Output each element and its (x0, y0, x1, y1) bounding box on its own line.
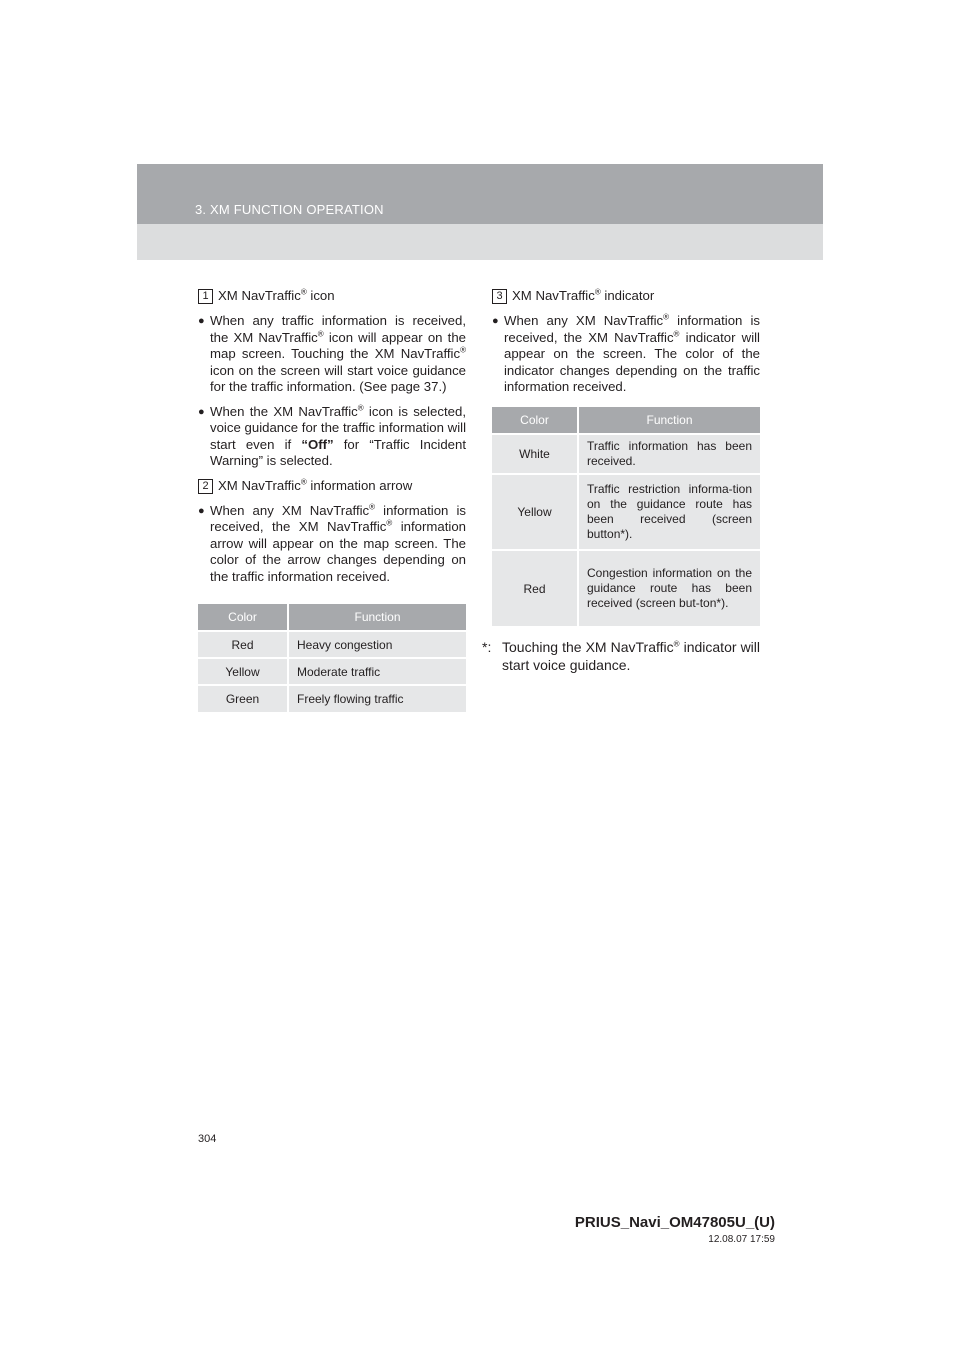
table-header: Color (492, 407, 578, 434)
left-column (198, 288, 466, 593)
table-row: White Traffic information has been received. (492, 434, 760, 474)
item-1-bullet-2: ● When the XM NavTraffic® icon is selected, voice guidance for the traffic information will start even if “Off” for “Traffic Incident Warning” is selected. (198, 404, 466, 470)
item-1-heading: 1 XM NavTraffic® icon (198, 288, 466, 305)
table-row: Red Congestion information on the guidance route has been received (screen but-ton*). (492, 550, 760, 626)
item-3-heading: 3 XM NavTraffic® indicator (492, 288, 760, 305)
item-number-1: 1 (198, 289, 213, 304)
footnote: *: Touching the XM NavTraffic® indicator will start voice guidance. (482, 639, 761, 673)
item-1-bullet-1: ● When any traffic information is received, the XM NavTraffic® icon will appear on the map screen. Touching the XM NavTraffic® icon on the screen will start voice guidance for the traffic information. (See page 37.) (198, 313, 466, 396)
document-id: PRIUS_Navi_OM47805U_(U) (574, 1214, 775, 1231)
item-number-2: 2 (198, 479, 213, 494)
table-header: Function (578, 407, 760, 434)
section-title: 3. XM FUNCTION OPERATION (195, 202, 384, 217)
right-column (492, 288, 760, 404)
table-row: Yellow Moderate traffic (198, 658, 466, 685)
item-3-bullet-1: ● When any XM NavTraffic® information is received, the XM NavTraffic® indicator will appear on the screen. The color of the indicator changes depending on the traffic information received. (492, 313, 760, 396)
page-number: 304 (198, 1133, 217, 1145)
header-subband (137, 224, 823, 260)
table-row: Yellow Traffic restriction informa-tion on the guidance route has been received (screen button*). (492, 474, 760, 550)
table-header: Color (198, 604, 288, 631)
table-row: Green Freely flowing traffic (198, 685, 466, 712)
table-row: Red Heavy congestion (198, 631, 466, 658)
item-2-bullet-1: ● When any XM NavTraffic® information is received, the XM NavTraffic® information arrow will appear on the map screen. The color of the arrow changes depending on the traffic information received. (198, 503, 466, 586)
arrow-color-table (198, 604, 466, 712)
document-date: 12.08.07 17:59 (708, 1234, 775, 1245)
item-2-heading: 2 XM NavTraffic® information arrow (198, 478, 466, 495)
indicator-color-table (492, 407, 760, 626)
table-header: Function (288, 604, 466, 631)
item-number-3: 3 (492, 289, 507, 304)
